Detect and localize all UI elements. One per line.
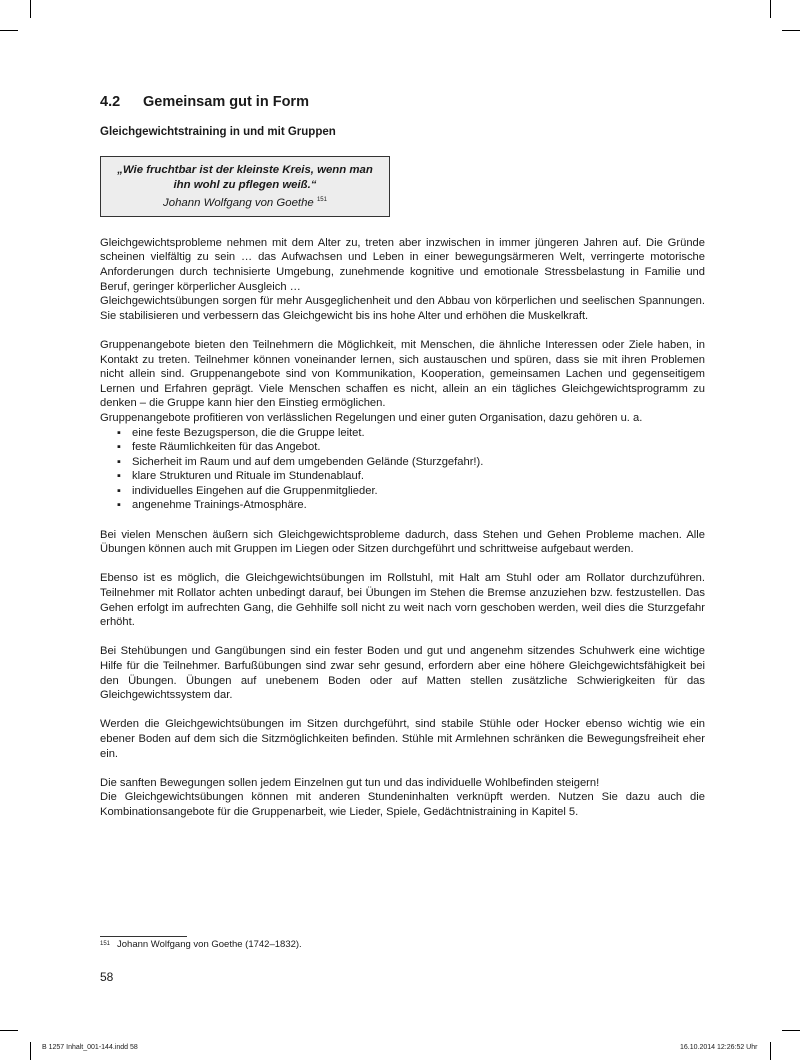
page-body [100, 94, 705, 834]
section-number: 4.2 [100, 94, 121, 110]
print-slug-file: B 1257 Inhalt_001-144.indd 58 [42, 1044, 138, 1051]
body-text [100, 236, 705, 820]
paragraph: Bei vielen Menschen äußern sich Gleichgewichtsprobleme dadurch, dass Stehen und Gehen Probleme machen. Alle Übungen können auch mit Gruppen im Liegen oder Sitzen durchgeführt und schrittweise aufgebaut werden. [100, 528, 705, 556]
list-item: ▪ eine feste Bezugsperson, die die Gruppe leitet. [117, 426, 705, 441]
list-item: ▪ individuelles Eingehen auf die Gruppenmitglieder. [117, 484, 705, 499]
paragraph: Ebenso ist es möglich, die Gleichgewichtsübungen im Rollstuhl, mit Halt am Stuhl oder am Rollator durchzuführen. Teilnehmer mit Rollator achten unbedingt darauf, bei Übungen im Stehen die Bremse anzuziehen bzw. festzustellen. Das Gehen erfolgt im aufrechten Gang, die Gehhilfe soll nicht zu weit nach vorn geschoben werden, weil dies die Sturzgefahr erhöht. [100, 572, 705, 629]
section-heading [100, 94, 705, 110]
list-item: ▪ Sicherheit im Raum und auf dem umgebenden Gelände (Sturzgefahr!). [117, 455, 705, 470]
crop-mark [782, 1030, 800, 1031]
subheading: Gleichgewichtstraining in und mit Gruppen [100, 126, 336, 138]
bullet-list [100, 426, 705, 514]
footnote-divider [100, 936, 187, 937]
quote-box [100, 156, 390, 217]
list-item: ▪ angenehme Trainings-Atmosphäre. [117, 498, 705, 513]
crop-mark [770, 0, 771, 18]
quote-author-name: Johann Wolfgang von Goethe [163, 196, 314, 209]
section-title: Gemeinsam gut in Form [143, 94, 309, 110]
list-item: ▪ feste Räumlichkeiten für das Angebot. [117, 440, 705, 455]
paragraph: Gruppenangebote bieten den Teilnehmern die Möglichkeit, mit Menschen, die ähnliche Interessen oder Ziele haben, in Kontakt zu treten. Teilnehmer können voneinander lernen, sich austauschen und spüren, dass sie mit ihren Problemen nicht allein sind. Gruppenangebote sind von Kommunikation, Kooperation, gemeinsamen Lachen und gegenseitigem Lernen und Erfahren geprägt. Viele Menschen schaffen es nicht, allein an ein tägliches Gleichgewichtsprogramm zu denken – die Gruppe kann hier den Einstieg ermöglichen. [100, 338, 705, 410]
crop-mark [30, 1042, 31, 1060]
crop-mark [0, 30, 18, 31]
footnote-text: Johann Wolfgang von Goethe (1742–1832). [117, 939, 302, 950]
paragraph: Die Gleichgewichtsübungen können mit anderen Stundeninhalten verknüpft werden. Nutzen Sie dazu auch die Kombinationsangebote für die Gruppenarbeit, wie Lieder, Spiele, Gedächtnistraining in Kapitel 5. [100, 791, 705, 818]
crop-mark [782, 30, 800, 31]
print-slug-date: 16.10.2014 12:26:52 Uhr [680, 1044, 758, 1051]
paragraph: Werden die Gleichgewichtsübungen im Sitzen durchgeführt, sind stabile Stühle oder Hocker ebenso wichtig wie ein ebener Boden auf dem sich die Sitzmöglichkeiten befinden. Stühle mit Armlehnen schränken die Bewegungsfreiheit eher ein. [100, 718, 705, 760]
paragraph: Bei Stehübungen und Gangübungen sind ein fester Boden und gut und angenehm sitzendes Schuhwerk eine wichtige Hilfe für die Teilnehmer. Barfußübungen sind zwar sehr gesund, erfordern aber eine höhere Gleichgewichtsfähigkeit bei den Übungen. Übungen auf unebenem Boden oder auf Matten stellen zusätzliche Schwierigkeiten für das Gleichgewichtssystem dar. [100, 645, 705, 702]
crop-mark [0, 1030, 18, 1031]
paragraph: Gleichgewichtsübungen sorgen für mehr Ausgeglichenheit und den Abbau von körperlichen und seelischen Spannungen. Sie stabilisieren und verbessern das Gleichgewicht bis ins hohe Alter und erhöhen die Muskelkraft. [100, 295, 705, 322]
quote-footnote-ref: 151 [316, 197, 327, 203]
quote-line-2: ihn wohl zu pflegen weiß.“ [173, 179, 317, 191]
quote-line-1: „Wie fruchtbar ist der kleinste Kreis, wenn man [117, 164, 373, 176]
crop-mark [30, 0, 31, 18]
quote-author [107, 193, 383, 211]
footnote-number: 151 [100, 941, 111, 947]
crop-mark [770, 1042, 771, 1060]
footnote [100, 939, 302, 950]
list-item: ▪ klare Strukturen und Rituale im Stundenablauf. [117, 469, 705, 484]
paragraph: Die sanften Bewegungen sollen jedem Einzelnen gut tun und das individuelle Wohlbefinden steigern! [100, 776, 600, 789]
paragraph: Gruppenangebote profitieren von verlässlichen Regelungen und einer guten Organisation, dazu gehören u. a. [100, 411, 643, 424]
paragraph: Gleichgewichtsprobleme nehmen mit dem Alter zu, treten aber inzwischen in immer jüngeren Jahren auf. Die Gründe scheinen vielfältig zu sein … das Aufwachsen und Leben in einer bewegungsärmeren Welt, verringerte motorische Anforderungen durch technisierte Umgebung, zunehmende kognitive und emotionale Stressbelastung in Familie und Beruf, geringer körperlicher Ausgleich … [100, 236, 705, 293]
page-number: 58 [100, 970, 114, 984]
